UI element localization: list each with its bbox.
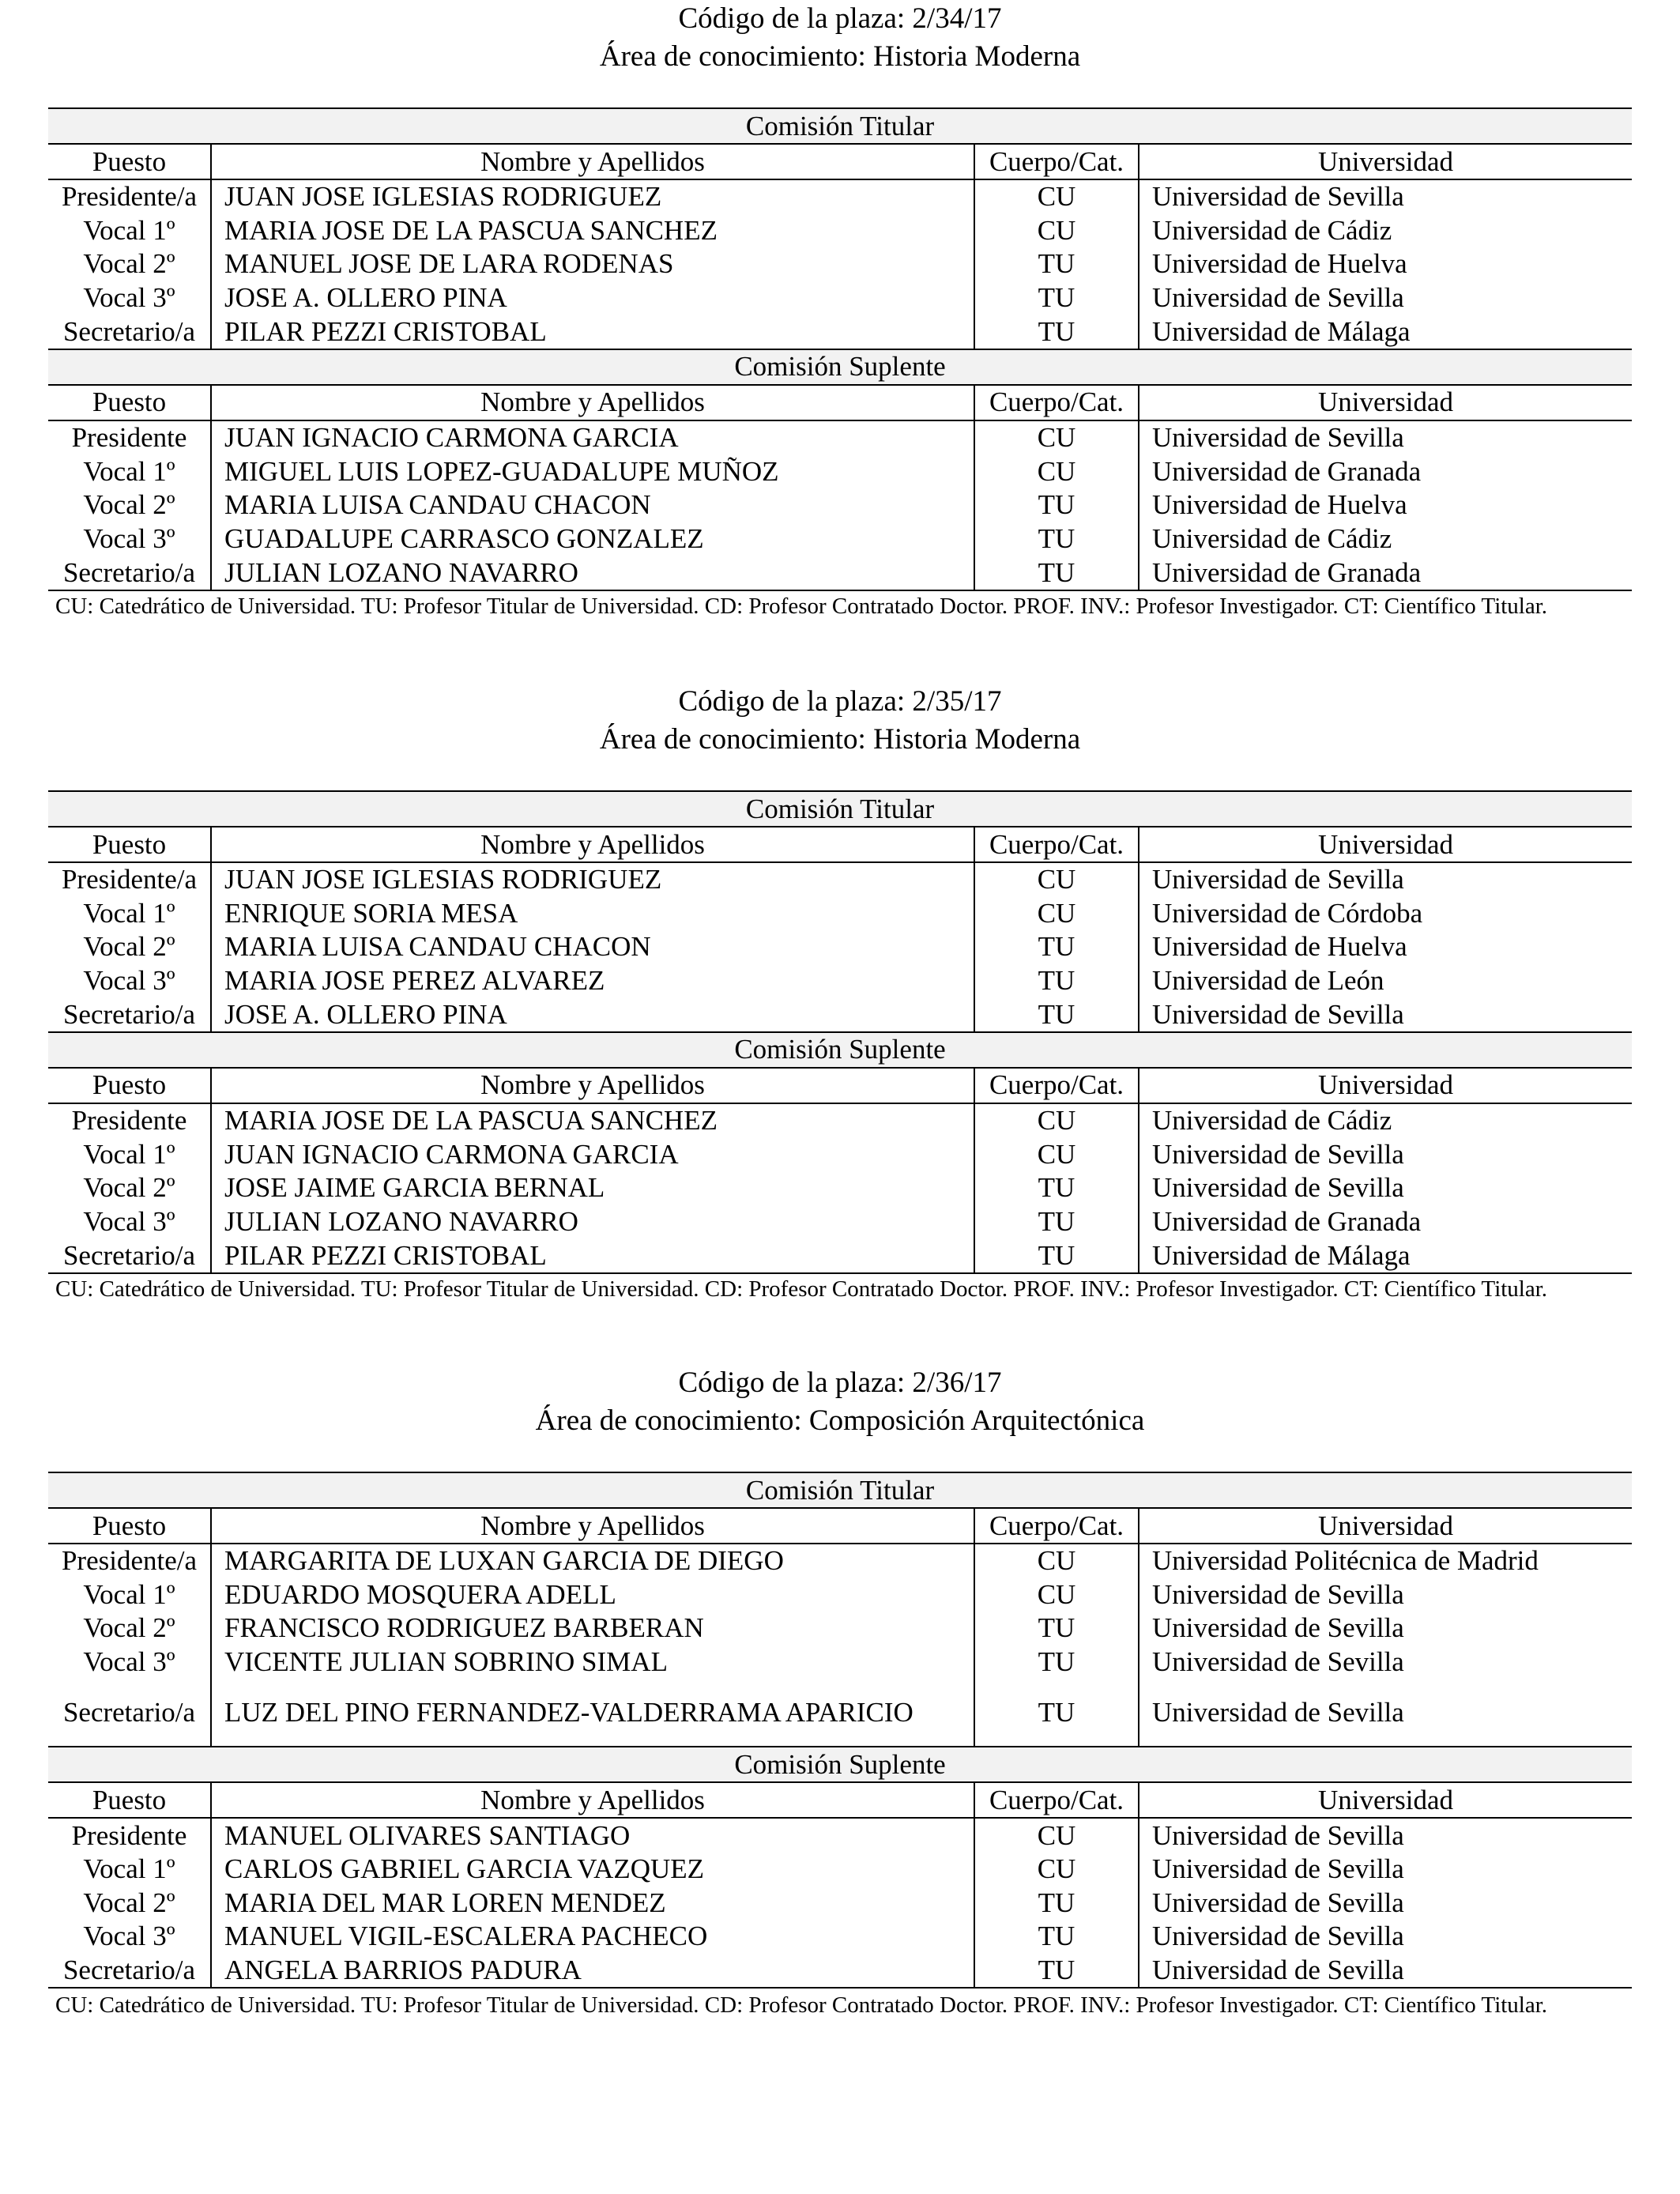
area-label: Área de conocimiento: [599, 723, 874, 756]
member-nombre-cell [211, 214, 974, 248]
member-puesto: Vocal 2º [48, 1612, 211, 1646]
member-universidad: Universidad de Sevilla [1139, 1954, 1632, 1989]
column-header-nombre: Nombre y Apellidos [211, 1508, 974, 1544]
member-universidad: Universidad de Sevilla [1152, 422, 1404, 454]
member-puesto: Vocal 3º [48, 281, 211, 315]
column-headers [48, 385, 1632, 420]
column-header-nombre: Nombre y Apellidos [211, 827, 974, 862]
member-nombre: MARIA JOSE DE LA PASCUA SANCHEZ [224, 1105, 718, 1137]
member-nombre-cell [211, 281, 974, 315]
plaza-code-value: 2/36/17 [912, 1367, 1002, 1399]
member-nombre: FRANCISCO RODRIGUEZ BARBERAN [224, 1612, 704, 1644]
member-universidad: Universidad de Málaga [1152, 315, 1411, 347]
member-nombre: EDUARDO MOSQUERA ADELL [224, 1578, 616, 1610]
member-universidad: Universidad de Granada [1139, 556, 1632, 590]
column-headers [48, 1068, 1632, 1103]
member-nombre-cell [211, 930, 974, 964]
column-header-puesto: Puesto [48, 1782, 211, 1818]
member-row [48, 930, 1632, 964]
member-nombre: JOSE A. OLLERO PINA [224, 998, 507, 1030]
member-nombre: CARLOS GABRIEL GARCIA VAZQUEZ [224, 1853, 705, 1885]
member-cuerpo: TU [974, 1238, 1139, 1273]
member-nombre: MANUEL OLIVARES SANTIAGO [224, 1819, 631, 1851]
column-header-puesto: Puesto [48, 144, 211, 179]
column-header-nombre: Nombre y Apellidos [211, 1782, 974, 1818]
area-value: Historia Moderna [873, 723, 1081, 756]
member-nombre: MIGUEL LUIS LOPEZ-GUADALUPE MUÑOZ [224, 455, 779, 487]
member-row [48, 862, 1632, 897]
member-cuerpo: CU [974, 420, 1139, 455]
column-headers [48, 144, 1632, 179]
member-nombre-cell [211, 862, 974, 897]
column-header-cuerpo: Cuerpo/Cat. [974, 385, 1139, 420]
member-universidad: Universidad de Granada [1152, 1206, 1422, 1238]
member-puesto: Vocal 1º [48, 455, 211, 489]
member-universidad: Universidad de Sevilla [1152, 1819, 1404, 1851]
column-header-nombre: Nombre y Apellidos [211, 144, 974, 179]
member-nombre: ANGELA BARRIOS PADURA [224, 1955, 582, 1986]
member-cuerpo: TU [974, 522, 1139, 556]
member-puesto: Vocal 3º [48, 1205, 211, 1239]
member-puesto: Vocal 1º [48, 1578, 211, 1612]
member-nombre-cell [211, 997, 974, 1032]
member-nombre-cell [211, 1103, 974, 1138]
member-nombre-cell [211, 247, 974, 281]
member-universidad: Universidad de Sevilla [1152, 1612, 1404, 1644]
column-header-puesto: Puesto [48, 1068, 211, 1103]
member-row [48, 897, 1632, 931]
column-header-cuerpo: Cuerpo/Cat. [974, 1782, 1139, 1818]
member-universidad: Universidad de Sevilla [1152, 1578, 1404, 1610]
member-puesto: Presidente/a [48, 862, 211, 897]
member-row [48, 556, 1632, 590]
member-puesto: Presidente/a [48, 1544, 211, 1578]
member-puesto: Vocal 2º [48, 488, 211, 522]
member-nombre: JOSE JAIME GARCIA BERNAL [224, 1172, 605, 1204]
abbreviations-footnote: CU: Catedrático de Universidad. TU: Profesor Titular de Universidad. CD: Profesor Contratado Doctor. PROF. INV.: Profesor Investigador. CT: Científico Titular. [55, 1992, 1548, 2018]
plaza-code-value: 2/35/17 [912, 685, 1002, 718]
member-nombre-cell [211, 556, 974, 590]
member-nombre-cell [211, 179, 974, 214]
commission-titular-header [48, 1472, 1632, 1508]
member-cuerpo: TU [974, 281, 1139, 315]
member-nombre: MARIA JOSE PEREZ ALVAREZ [224, 965, 605, 997]
plaza-code-label: Código de la plaza: [678, 685, 913, 718]
member-cuerpo: CU [974, 455, 1139, 489]
member-puesto: Presidente [48, 1103, 211, 1138]
area-label: Área de conocimiento: [599, 40, 874, 73]
member-cuerpo: TU [974, 1954, 1139, 1989]
member-cuerpo: CU [974, 897, 1139, 931]
member-nombre: VICENTE JULIAN SOBRINO SIMAL [224, 1646, 668, 1678]
member-row [48, 1679, 1632, 1747]
abbreviations-footnote: CU: Catedrático de Universidad. TU: Profesor Titular de Universidad. CD: Profesor Contratado Doctor. PROF. INV.: Profesor Investigador. CT: Científico Titular. [55, 1276, 1548, 1302]
member-row [48, 315, 1632, 349]
member-cuerpo: TU [974, 1205, 1139, 1239]
member-universidad: Universidad de Sevilla [1152, 1696, 1404, 1728]
member-row [48, 1612, 1632, 1646]
member-universidad: Universidad de Sevilla [1152, 282, 1404, 314]
column-headers [48, 827, 1632, 862]
column-header-universidad: Universidad [1139, 1782, 1632, 1818]
area-label: Área de conocimiento: [535, 1404, 809, 1437]
member-puesto: Vocal 2º [48, 1887, 211, 1921]
member-nombre: GUADALUPE CARRASCO GONZALEZ [224, 523, 704, 555]
commission-suplente-header [48, 1032, 1632, 1068]
column-headers [48, 1508, 1632, 1544]
member-puesto: Vocal 3º [48, 1920, 211, 1954]
plaza-code-label: Código de la plaza: [678, 1367, 913, 1399]
commission-titular-title: Comisión Titular [48, 791, 1632, 827]
column-header-nombre: Nombre y Apellidos [211, 385, 974, 420]
member-cuerpo: TU [974, 556, 1139, 590]
commission-titular-header [48, 108, 1632, 144]
member-puesto: Vocal 3º [48, 522, 211, 556]
member-nombre-cell [211, 420, 974, 455]
member-universidad: Universidad de Sevilla [1152, 864, 1404, 895]
column-header-universidad: Universidad [1139, 1068, 1632, 1103]
member-nombre-cell [211, 1578, 974, 1612]
member-row [48, 214, 1632, 248]
member-nombre: JUAN JOSE IGLESIAS RODRIGUEZ [224, 864, 662, 895]
member-cuerpo: TU [974, 930, 1139, 964]
member-cuerpo: TU [974, 964, 1139, 998]
member-cuerpo: CU [974, 179, 1139, 214]
member-nombre: MARIA LUISA CANDAU CHACON [224, 489, 651, 521]
area-heading [0, 38, 1680, 76]
member-universidad: Universidad de Huelva [1152, 931, 1407, 963]
plaza-code-value: 2/34/17 [912, 2, 1002, 35]
member-nombre: MARIA DEL MAR LOREN MENDEZ [224, 1887, 666, 1918]
member-nombre-cell [211, 455, 974, 489]
member-nombre: PILAR PEZZI CRISTOBAL [224, 315, 547, 347]
member-universidad: Universidad de Cádiz [1152, 523, 1392, 555]
column-header-puesto: Puesto [48, 1508, 211, 1544]
member-puesto: Vocal 3º [48, 964, 211, 998]
member-universidad: Universidad de Sevilla [1152, 1921, 1404, 1952]
column-header-cuerpo: Cuerpo/Cat. [974, 1508, 1139, 1544]
commission-suplente-title: Comisión Suplente [48, 1747, 1632, 1782]
member-puesto: Vocal 2º [48, 930, 211, 964]
member-nombre-cell [211, 1646, 974, 1679]
member-nombre: PILAR PEZZI CRISTOBAL [224, 1239, 547, 1271]
column-header-cuerpo: Cuerpo/Cat. [974, 827, 1139, 862]
member-row [48, 964, 1632, 998]
member-nombre-cell [211, 1544, 974, 1578]
member-cuerpo: TU [974, 1679, 1139, 1747]
member-cuerpo: CU [974, 1544, 1139, 1578]
member-nombre: MANUEL VIGIL-ESCALERA PACHECO [224, 1921, 708, 1952]
member-universidad: Universidad de Huelva [1152, 248, 1407, 280]
member-nombre: ENRIQUE SORIA MESA [224, 897, 518, 929]
member-puesto: Vocal 3º [48, 1646, 211, 1679]
plaza-code-heading [0, 1364, 1680, 1402]
member-row [48, 1138, 1632, 1172]
member-cuerpo: CU [974, 1103, 1139, 1138]
member-row [48, 1544, 1632, 1578]
member-nombre-cell [211, 1853, 974, 1887]
member-cuerpo: TU [974, 1171, 1139, 1205]
member-puesto: Vocal 1º [48, 897, 211, 931]
plaza-code-label: Código de la plaza: [678, 2, 913, 35]
member-row [48, 1238, 1632, 1273]
member-puesto: Secretario/a [48, 1238, 211, 1273]
member-nombre: JULIAN LOZANO NAVARRO [224, 1206, 578, 1238]
member-puesto: Presidente [48, 1818, 211, 1853]
member-cuerpo: CU [974, 1818, 1139, 1853]
member-row [48, 1887, 1632, 1921]
commission-table [48, 1472, 1632, 1989]
member-puesto: Vocal 1º [48, 1138, 211, 1172]
commission-suplente-header [48, 1747, 1632, 1782]
member-nombre-cell [211, 1138, 974, 1172]
member-row [48, 179, 1632, 214]
column-header-universidad: Universidad [1139, 827, 1632, 862]
member-row [48, 997, 1632, 1032]
member-universidad: Universidad de Sevilla [1152, 181, 1404, 213]
member-puesto: Vocal 2º [48, 247, 211, 281]
member-universidad: Universidad de Sevilla [1152, 1646, 1404, 1678]
member-nombre-cell [211, 1920, 974, 1954]
member-nombre-cell [211, 522, 974, 556]
column-headers [48, 1782, 1632, 1818]
commission-table [48, 107, 1632, 591]
member-row [48, 1853, 1632, 1887]
member-nombre-cell [211, 1818, 974, 1853]
member-row [48, 522, 1632, 556]
member-cuerpo: TU [974, 1920, 1139, 1954]
member-row [48, 1920, 1632, 1954]
commission-suplente-title: Comisión Suplente [48, 1032, 1632, 1068]
member-universidad: Universidad de Sevilla [1152, 1172, 1404, 1204]
member-cuerpo: TU [974, 1646, 1139, 1679]
member-cuerpo: TU [974, 1887, 1139, 1921]
commission-suplente-header [48, 349, 1632, 385]
member-universidad: Universidad de León [1152, 965, 1384, 997]
member-nombre: MARIA JOSE DE LA PASCUA SANCHEZ [224, 214, 718, 246]
member-cuerpo: TU [974, 1612, 1139, 1646]
member-puesto: Secretario/a [48, 556, 211, 590]
column-header-universidad: Universidad [1139, 1508, 1632, 1544]
member-nombre: MANUEL JOSE DE LARA RODENAS [224, 248, 674, 280]
member-nombre: LUZ DEL PINO FERNANDEZ-VALDERRAMA APARICIO [224, 1696, 913, 1728]
member-row [48, 1578, 1632, 1612]
member-row [48, 455, 1632, 489]
commission-table [48, 790, 1632, 1274]
member-nombre-cell [211, 964, 974, 998]
member-puesto: Secretario/a [48, 1954, 211, 1989]
area-value: Historia Moderna [873, 40, 1081, 73]
column-header-cuerpo: Cuerpo/Cat. [974, 144, 1139, 179]
member-row [48, 420, 1632, 455]
member-cuerpo: CU [974, 862, 1139, 897]
area-value: Composición Arquitectónica [808, 1404, 1145, 1437]
member-universidad: Universidad de Cádiz [1152, 214, 1392, 246]
member-nombre-cell [211, 1954, 974, 1989]
column-header-universidad: Universidad [1139, 385, 1632, 420]
member-universidad: Universidad Politécnica de Madrid [1152, 1545, 1539, 1577]
plaza-code-heading [0, 683, 1680, 721]
member-puesto: Secretario/a [48, 997, 211, 1032]
member-nombre: MARIA LUISA CANDAU CHACON [224, 931, 651, 963]
abbreviations-footnote: CU: Catedrático de Universidad. TU: Profesor Titular de Universidad. CD: Profesor Contratado Doctor. PROF. INV.: Profesor Investigador. CT: Científico Titular. [55, 594, 1548, 619]
member-universidad: Universidad de Sevilla [1152, 998, 1404, 1030]
member-nombre-cell [211, 315, 974, 349]
member-cuerpo: TU [974, 247, 1139, 281]
member-cuerpo: CU [974, 1853, 1139, 1887]
member-nombre-cell [211, 488, 974, 522]
member-puesto: Secretario/a [48, 1679, 211, 1747]
member-nombre: MARGARITA DE LUXAN GARCIA DE DIEGO [224, 1545, 784, 1577]
member-cuerpo: TU [974, 488, 1139, 522]
area-heading [0, 1402, 1680, 1440]
area-heading [0, 721, 1680, 759]
member-universidad: Universidad de Sevilla [1152, 1887, 1404, 1918]
member-nombre-cell [211, 1612, 974, 1646]
commission-suplente-title: Comisión Suplente [48, 349, 1632, 385]
member-row [48, 1646, 1632, 1679]
member-row [48, 1205, 1632, 1239]
member-nombre: JUAN JOSE IGLESIAS RODRIGUEZ [224, 181, 662, 213]
member-universidad: Universidad de Málaga [1139, 1238, 1632, 1273]
member-nombre: JUAN IGNACIO CARMONA GARCIA [224, 1138, 679, 1170]
member-cuerpo: CU [974, 1578, 1139, 1612]
member-universidad: Universidad de Córdoba [1152, 897, 1423, 929]
member-universidad: Universidad de Sevilla [1152, 1853, 1404, 1885]
column-header-puesto: Puesto [48, 827, 211, 862]
member-row [48, 1818, 1632, 1853]
member-universidad: Universidad de Cádiz [1152, 1105, 1392, 1137]
member-row [48, 1103, 1632, 1138]
member-puesto: Secretario/a [48, 315, 211, 349]
commission-titular-title: Comisión Titular [48, 108, 1632, 144]
member-row [48, 488, 1632, 522]
member-cuerpo: TU [974, 315, 1139, 349]
column-header-nombre: Nombre y Apellidos [211, 1068, 974, 1103]
member-universidad: Universidad de Granada [1152, 455, 1422, 487]
member-puesto: Presidente/a [48, 179, 211, 214]
member-cuerpo: TU [974, 997, 1139, 1032]
member-nombre-cell [211, 1205, 974, 1239]
column-header-puesto: Puesto [48, 385, 211, 420]
member-universidad: Universidad de Huelva [1152, 489, 1407, 521]
member-nombre: JUAN IGNACIO CARMONA GARCIA [224, 422, 679, 454]
member-puesto: Vocal 2º [48, 1171, 211, 1205]
member-nombre-cell [211, 1238, 974, 1273]
plaza-code-heading [0, 0, 1680, 38]
member-puesto: Presidente [48, 420, 211, 455]
member-puesto: Vocal 1º [48, 1853, 211, 1887]
member-universidad: Universidad de Sevilla [1152, 1138, 1404, 1170]
member-cuerpo: CU [974, 214, 1139, 248]
member-nombre-cell [211, 1171, 974, 1205]
member-puesto: Vocal 1º [48, 214, 211, 248]
member-nombre: JOSE A. OLLERO PINA [224, 282, 507, 314]
member-row [48, 247, 1632, 281]
member-nombre-cell [211, 1887, 974, 1921]
column-header-cuerpo: Cuerpo/Cat. [974, 1068, 1139, 1103]
member-nombre-cell [211, 897, 974, 931]
commission-titular-title: Comisión Titular [48, 1472, 1632, 1508]
column-header-universidad: Universidad [1139, 144, 1632, 179]
member-nombre-cell [211, 1679, 974, 1747]
commission-titular-header [48, 791, 1632, 827]
member-row [48, 281, 1632, 315]
member-nombre: JULIAN LOZANO NAVARRO [224, 556, 578, 588]
member-row [48, 1171, 1632, 1205]
member-cuerpo: CU [974, 1138, 1139, 1172]
member-row [48, 1954, 1632, 1989]
